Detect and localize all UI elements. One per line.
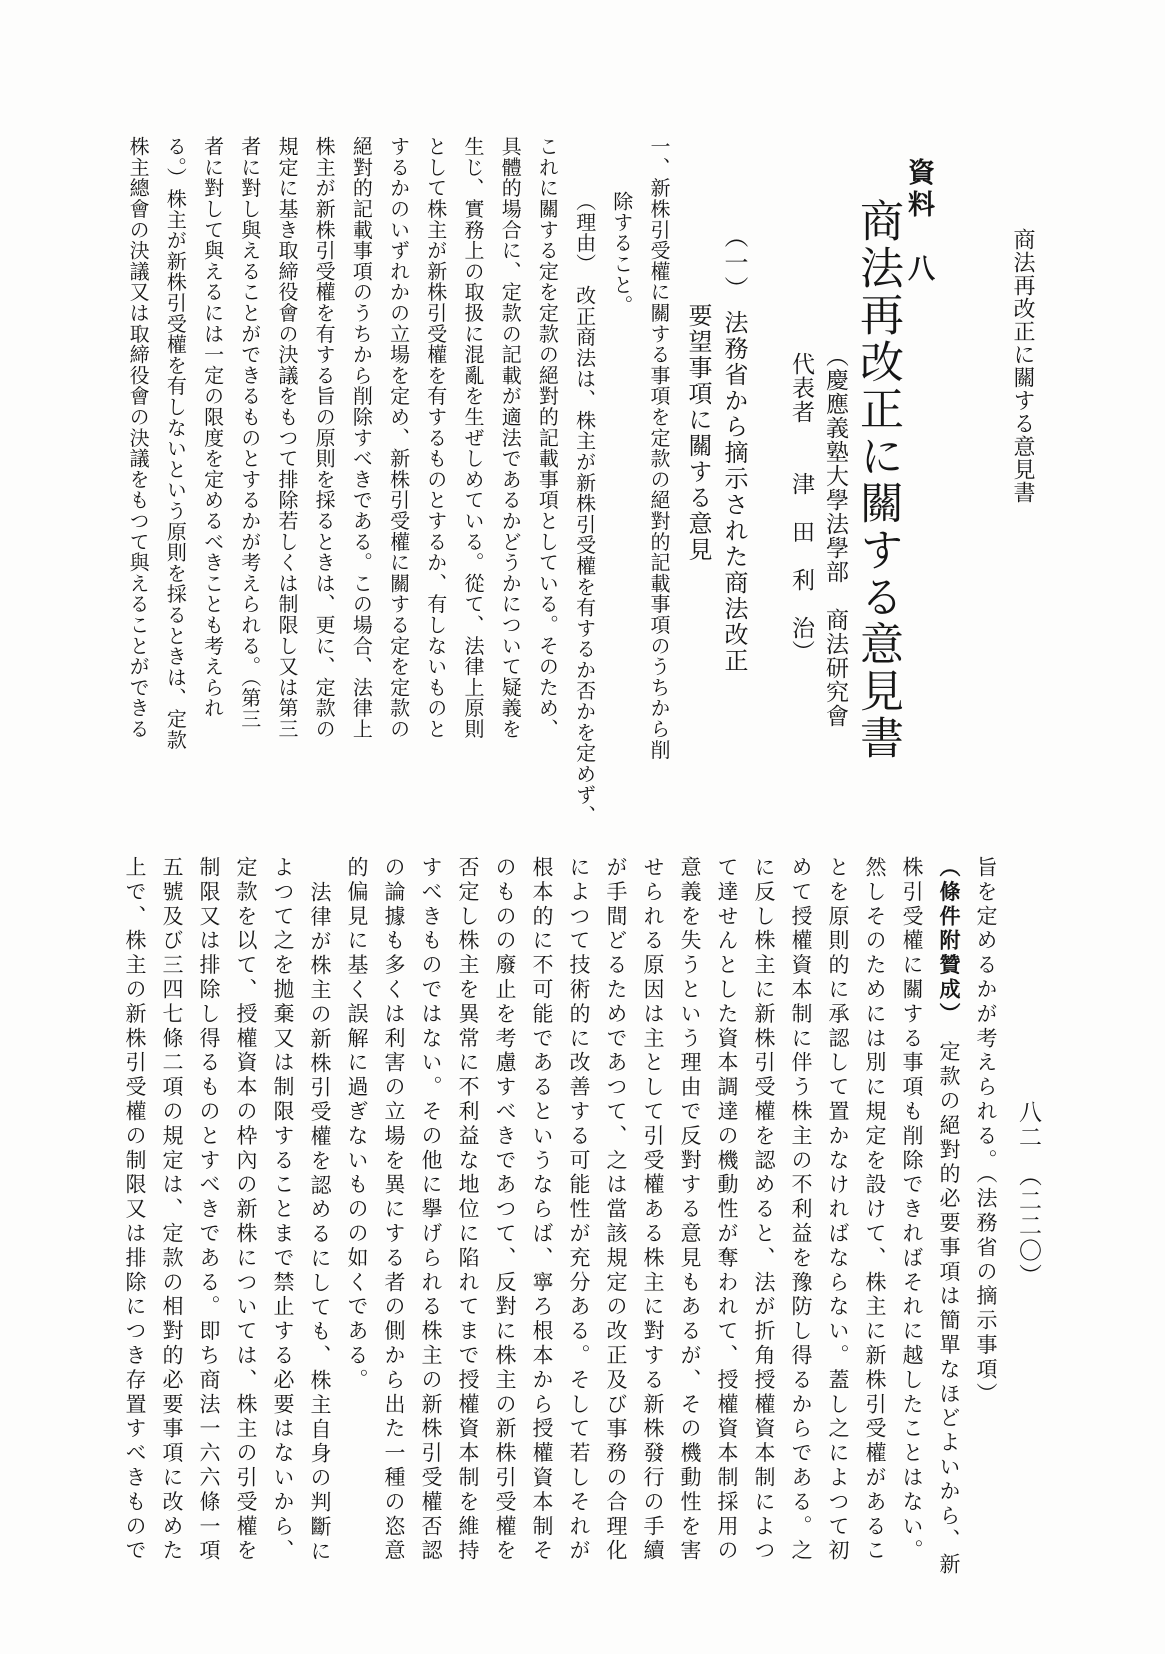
- text-column: 株主總會の決議又は取締役會の決議をもつて與えることができる: [126, 136, 149, 740]
- text-column: 株引受權に關する事項も削除できればそれに越したことはない。: [900, 856, 924, 1564]
- text-column: よつて之を拋棄又は制限することまで禁止する必要はないから、: [271, 856, 295, 1564]
- text-column: 法律が株主の新株引受權を認めるにしても、株主自身の判斷に: [308, 881, 332, 1565]
- text-column: る。）株主が新株引受權を有しないという原則を採るときは、定款: [163, 136, 186, 750]
- section-heading-line1: （一） 法務省から摘示された商法改正: [720, 224, 746, 674]
- text-column: 定款を以て、授權資本の枠內の新株については、株主の引受權を: [234, 856, 258, 1564]
- text-column: 者に對して與えるには一定の限度を定めるべきことも考えられ: [200, 136, 223, 719]
- attribution-organization: （慶應義塾大學法學部 商法研究會: [823, 344, 848, 728]
- text-column: （理由） 改正商法は、株主が新株引受權を有するか否かを定めず、: [572, 191, 595, 826]
- text-column: の論據も多くは利害の立場を異にする者の側から出た一種の恣意: [382, 856, 406, 1564]
- text-column: めて授權資本制に伴う株主の不利益を豫防し得るからである。之: [789, 856, 813, 1564]
- bottom-text-block: [116, 856, 1004, 1606]
- text-column: これに關する定を定款の絕對的記載事項としている。そのため、: [535, 136, 558, 740]
- text-column: 的偏見に基く誤解に過ぎないものの如くである。: [345, 856, 369, 1393]
- attribution-representative: 代表者 津 田 利 治）: [789, 352, 814, 664]
- text-run: 定款の絕對的必要事項は簡單なほどよいから、新: [937, 1016, 961, 1578]
- text-column: 生じ、實務上の取扱に混亂を生ぜしめている。從て、法律上原則: [460, 136, 483, 740]
- document-title: 商法再改正に關する意見書: [853, 198, 902, 762]
- text-column: によつて技術的に改善する可能性が充分ある。そして若しそれが: [567, 856, 591, 1564]
- text-column: 旨を定めるかが考えられる。（法務省の摘示事項）: [974, 856, 998, 1407]
- text-column: 意義を失うという理由で反對する意見もあるが、その機動性を害: [678, 856, 702, 1564]
- text-column: 根本的に不可能であるというならば、寧ろ根本から授權資本制そ: [530, 856, 554, 1564]
- emphasis-label: （條件附贊成）: [937, 856, 961, 1017]
- text-column: 一、新株引受權に關する事項を定款の絕對的記載事項のうちから削: [647, 136, 669, 760]
- text-column: 制限又は排除し得るものとすべきである。即ち商法一六六條一項: [197, 856, 221, 1564]
- material-label: 資料 八: [904, 158, 934, 286]
- text-column: 株主が新株引受權を有する旨の原則を採るときは、更に、定款の: [312, 136, 335, 740]
- text-column: すべきものではない。その他に擧げられる株主の新株引受權否認: [419, 856, 443, 1564]
- text-column: [930, 856, 967, 1606]
- text-column: て達せんとした資本調達の機動性が奪われて、授權資本制採用の: [715, 856, 739, 1564]
- section-heading-line2: 要望事項に關する意見: [684, 303, 710, 563]
- text-column: 除すること。: [609, 191, 632, 316]
- text-column: のものの廢止を考慮すべきであつて、反對に株主の新株引受權を: [493, 856, 517, 1564]
- text-column: 者に對し與えることができるものとするかが考えられる。（第三: [237, 136, 260, 730]
- text-column: するかのいずれかの立場を定め、新株引受權に關する定を定款の: [386, 136, 409, 740]
- text-column: 規定に基き取締役會の決議をもつて排除若しくは制限し又は第三: [274, 136, 297, 740]
- text-column: 五號及び三四七條二項の規定は、定款の相對的必要事項に改めた: [160, 856, 184, 1564]
- text-column: 上で、株主の新株引受權の制限又は排除につき存置すべきもので: [123, 856, 147, 1564]
- text-column: が手間どるためであつて、之は當該規定の改正及び事務の合理化: [604, 856, 628, 1564]
- text-column: 然しそのためには別に規定を設けて、株主に新株引受權があるこ: [863, 856, 887, 1564]
- text-column: とを原則的に承認して置かなければならない。蓋し之によつて初: [826, 856, 850, 1564]
- top-text-block: [118, 136, 676, 826]
- text-column: せられる原因は主として引受權ある株主に對する新株發行の手續: [641, 856, 665, 1564]
- text-column: 絕對的記載事項のうちから削除すべきである。この場合、法律上: [349, 136, 372, 740]
- text-column: 否定し株主を異常に不利益な地位に陷れてまで授權資本制を維持: [456, 856, 480, 1564]
- running-head: 商法再改正に關する意見書: [1011, 228, 1036, 504]
- text-column: に反し株主に新株引受權を認めると、法が折角授權資本制によつ: [752, 856, 776, 1564]
- page-number: 八二 （二二〇）: [1016, 1100, 1041, 1289]
- text-column: として株主が新株引受權を有するものとするか、有しないものと: [423, 136, 446, 740]
- text-column: 具體的場合に、定款の記載が適法であるかどうかについて疑義を: [498, 136, 521, 740]
